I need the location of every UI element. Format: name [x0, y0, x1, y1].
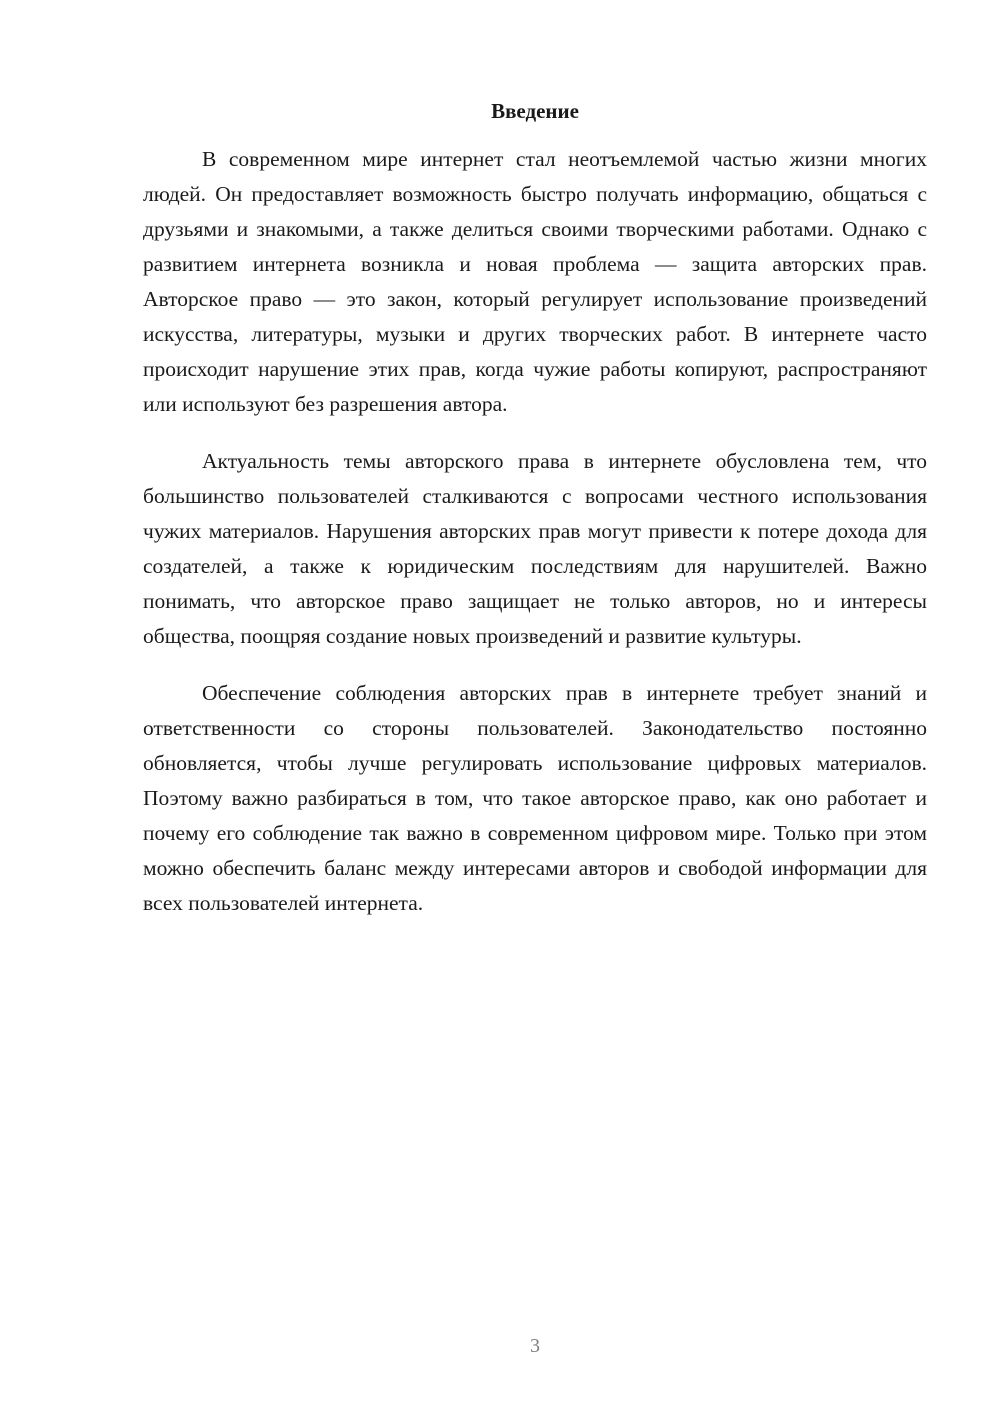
document-body	[143, 142, 927, 943]
paragraph-1: В современном мире интернет стал неотъемлемой частью жизни многих людей. Он предоставляет возможность быстро получать информацию, общаться с друзьями и знакомыми, а также делиться своими творческими работами. Однако с развитием интернета возникла и новая проблема — защита авторских прав. Авторское право — это закон, который регулирует использование произведений искусства, литературы, музыки и других творческих работ. В интернете часто происходит нарушение этих прав, когда чужие работы копируют, распространяют или используют без разрешения автора.	[143, 147, 927, 416]
page-number: 3	[530, 1335, 540, 1357]
paragraph-2: Актуальность темы авторского права в интернете обусловлена тем, что большинство пользователей сталкиваются с вопросами честного использования чужих материалов. Нарушения авторских прав могут привести к потере дохода для создателей, а также к юридическим последствиям для нарушителей. Важно понимать, что авторское право защищает не только авторов, но и интересы общества, поощряя создание новых произведений и развитие культуры.	[143, 449, 927, 648]
page-title: Введение	[491, 99, 579, 123]
paragraph-3: Обеспечение соблюдения авторских прав в интернете требует знаний и ответственности со стороны пользователей. Законодательство постоянно обновляется, чтобы лучше регулировать использование цифровых материалов. Поэтому важно разбираться в том, что такое авторское право, как оно работает и почему его соблюдение так важно в современном цифровом мире. Только при этом можно обеспечить баланс между интересами авторов и свободой информации для всех пользователей интернета.	[143, 681, 927, 915]
